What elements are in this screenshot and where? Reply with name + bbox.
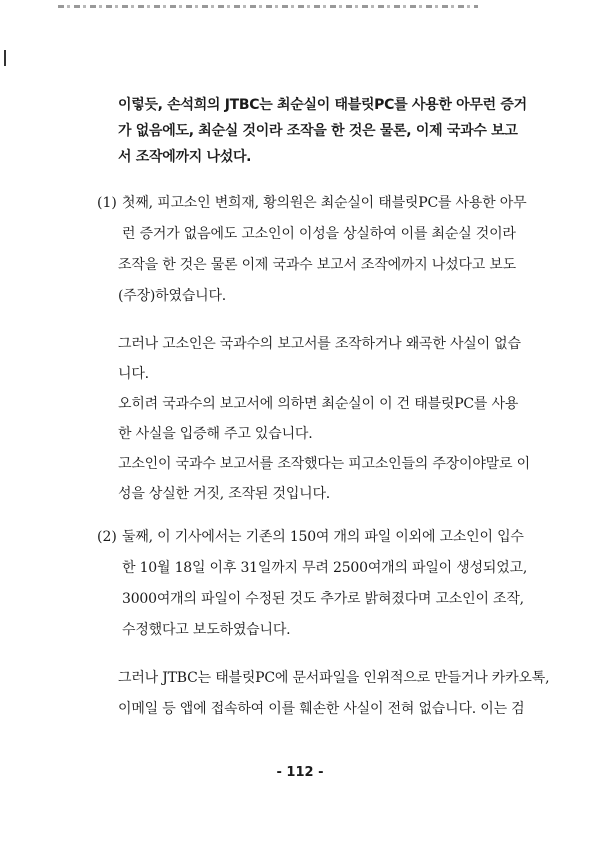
item1-rebuttal-line: 한 사실을 입증해 주고 있습니다.	[118, 426, 313, 442]
item2-claim-line: 둘째, 이 기사에서는 기존의 150여 개의 파일 이외에 고소인이 입수	[122, 529, 524, 545]
item2-claim-line: 수정했다고 보도하였습니다.	[122, 622, 291, 638]
page-number: - 112 -	[276, 765, 324, 780]
item1-label: (1)	[97, 195, 117, 211]
summary-line: 이렇듯, 손석희의 JTBC는 최순실이 태블릿PC를 사용한 아무런 증거	[118, 97, 527, 113]
item2-rebuttal	[118, 665, 550, 722]
scan-artifact-left	[4, 50, 6, 66]
item1-rebuttal	[118, 331, 530, 507]
item1-rebuttal-line: 오히려 국과수의 보고서에 의하면 최순실이 이 건 태블릿PC를 사용	[118, 396, 519, 412]
item1-rebuttal-line: 성을 상실한 거짓, 조작된 것입니다.	[118, 486, 331, 502]
item1-claim-line: 첫째, 피고소인 변희재, 황의원은 최순실이 태블릿PC를 사용한 아무	[122, 195, 527, 211]
item2-claim-line: 3000여개의 파일이 수정된 것도 추가로 밝혀졌다며 고소인이 조작,	[122, 591, 524, 607]
item2-label: (2)	[97, 529, 117, 545]
item1-claim	[118, 190, 527, 309]
scan-artifact-top	[58, 5, 478, 8]
item1-rebuttal-line: 그러나 고소인은 국과수의 보고서를 조작하거나 왜곡한 사실이 없습	[118, 336, 521, 352]
item1-rebuttal-line: 니다.	[118, 366, 149, 382]
item2-rebuttal-line: 그러나 JTBC는 태블릿PC에 문서파일을 인위적으로 만들거나 카카오톡,	[118, 670, 550, 686]
item2-claim	[122, 524, 526, 643]
summary-line: 서 조작에까지 나섰다.	[118, 149, 252, 165]
item1-claim-line: (주장)하였습니다.	[118, 288, 227, 304]
item1-claim-line: 런 증거가 없음에도 고소인이 이성을 상실하여 이를 최순실 것이라	[122, 226, 516, 242]
item2-claim-line: 한 10월 18일 이후 31일까지 무려 2500여개의 파일이 생성되었고,	[122, 560, 528, 576]
summary-heading	[118, 92, 527, 170]
item2-rebuttal-line: 이메일 등 앱에 접속하여 이를 훼손한 사실이 전혀 없습니다. 이는 검	[118, 701, 525, 717]
item1-rebuttal-line: 고소인이 국과수 보고서를 조작했다는 피고소인들의 주장이야말로 이	[118, 456, 530, 472]
summary-line: 가 없음에도, 최순실 것이라 조작을 한 것은 물론, 이제 국과수 보고	[118, 123, 518, 139]
item1-claim-line: 조작을 한 것은 물론 이제 국과수 보고서 조작에까지 나섰다고 보도	[118, 257, 516, 273]
